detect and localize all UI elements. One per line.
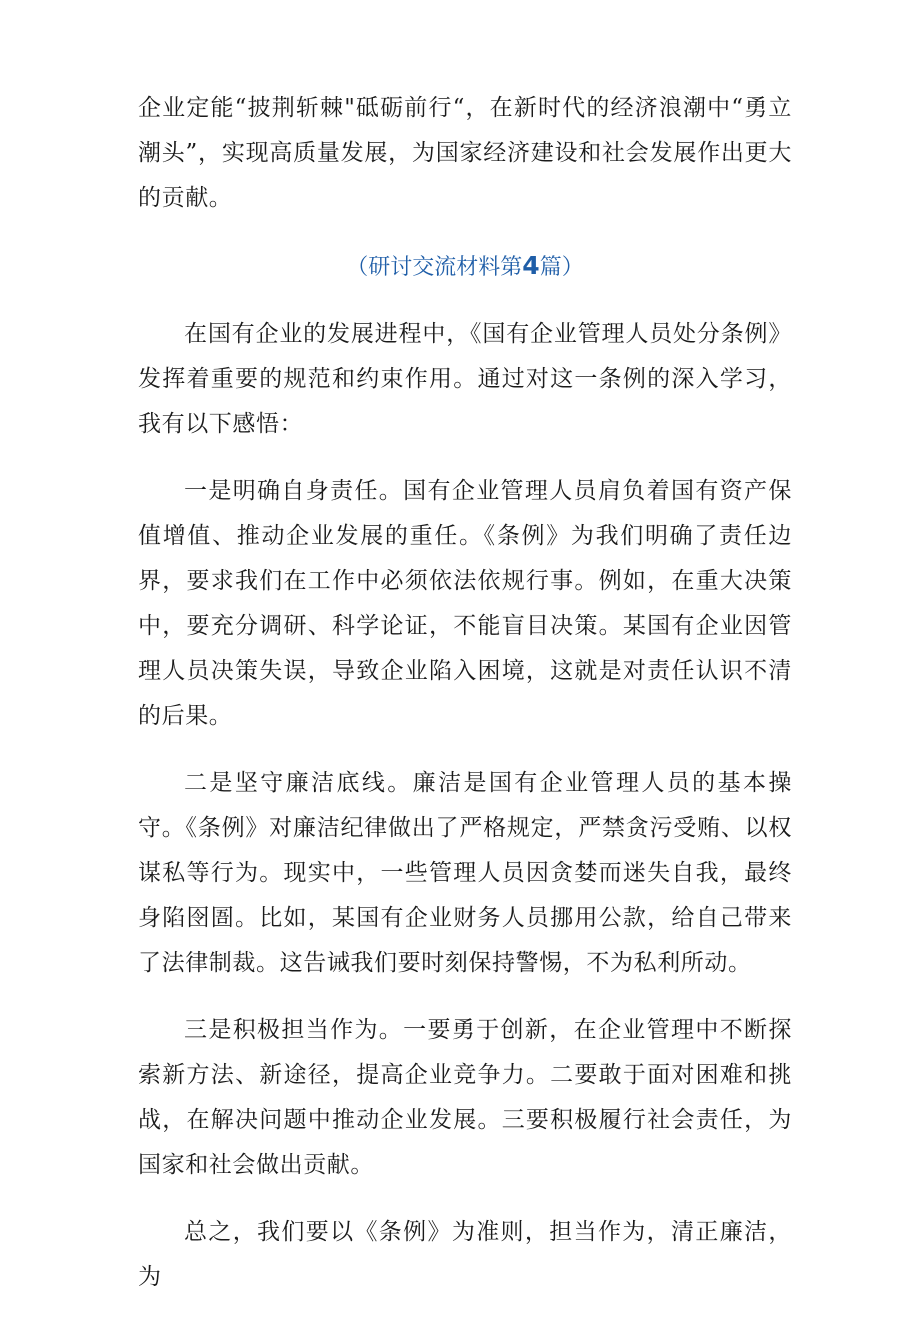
paragraph-intro-regulation: 在国有企业的发展进程中，《国有企业管理人员处分条例》发挥着重要的规范和约束作用。通过对这一条例的深入学习，我有以下感悟：	[138, 321, 792, 437]
section-heading	[138, 243, 792, 290]
intro-paragraph: 企业定能“披荆斩棘"砥砺前行“，在新时代的经济浪潮中“勇立潮头”，实现高质量发展，为国家经济建设和社会发展作出更大的贡献。	[138, 95, 792, 211]
document-body	[138, 86, 792, 1322]
section-heading-number: 4	[522, 251, 540, 280]
paragraph-conclusion: 总之，我们要以《条例》为准则，担当作为，清正廉洁，为	[138, 1219, 792, 1290]
section-heading-suffix: 篇）	[539, 255, 584, 280]
section-heading-prefix: （研讨交流材料第	[346, 255, 523, 280]
paragraph-responsibility: 一是明确自身责任。国有企业管理人员肩负着国有资产保值增值、推动企业发展的重任。《条例》为我们明确了责任边界，要求我们在工作中必须依法依规行事。例如，在重大决策中，要充分调研、科学论证，不能盲目决策。某国有企业因管理人员决策失误，导致企业陷入困境，这就是对责任认识不清的后果。	[138, 478, 792, 729]
paragraph-integrity: 二是坚守廉洁底线。廉洁是国有企业管理人员的基本操守。《条例》对廉洁纪律做出了严格规定，严禁贪污受贿、以权谋私等行为。现实中，一些管理人员因贪婪而迷失自我，最终身陷囹圄。比如，某国有企业财务人员挪用公款，给自己带来了法律制裁。这告诫我们要时刻保持警惕，不为私利所动。	[138, 770, 792, 976]
paragraph-initiative: 三是积极担当作为。一要勇于创新，在企业管理中不断探索新方法、新途径，提高企业竞争力。二要敢于面对困难和挑战，在解决问题中推动企业发展。三要积极履行社会责任，为国家和社会做出贡献。	[138, 1017, 792, 1178]
